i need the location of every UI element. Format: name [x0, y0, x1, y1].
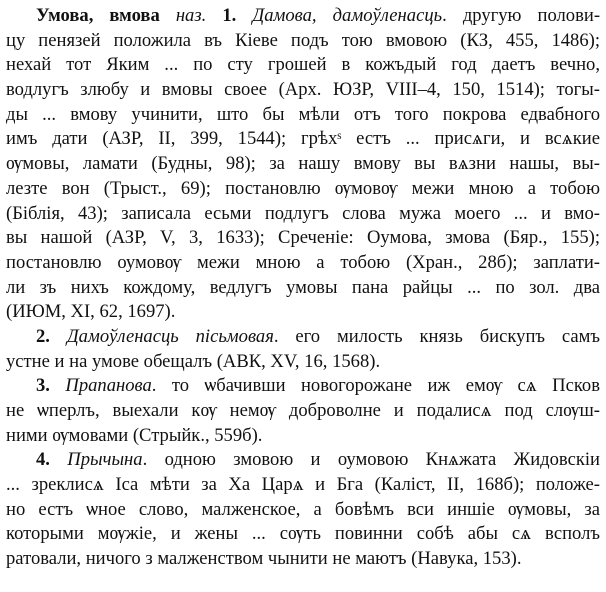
- bold-text: 4.: [36, 449, 50, 471]
- text-line: [6, 498, 600, 523]
- text-line: [6, 374, 600, 399]
- body-text: постановлю оумовѹ межи мною а тобою (Хран., 28б); заплати-: [6, 251, 600, 273]
- body-text: . одною змовою и оумовою Кнѧжата Жидовскіи: [142, 449, 600, 471]
- body-text: (ИЮМ, XI, 62, 1697).: [6, 301, 176, 323]
- body-text: ды ... вмову учинити, што бы мѣли отъ того покрова едвабного: [6, 103, 600, 125]
- text-line: [6, 226, 600, 251]
- body-text: ратовали, ничого з малженством чынити не маютъ (Навука, 153).: [6, 548, 522, 570]
- body-text: которыми мѹжіе, и жены ... сѹть повинни собѣ абы сѧ вcполъ: [6, 523, 600, 545]
- bold-text: 1.: [222, 5, 237, 26]
- bold-text: 3.: [36, 375, 50, 397]
- body-text: вы нашой (АЗР, V, 3, 1633); Среченіе: Оумова, змова (Бяр., 155);: [6, 227, 600, 249]
- body-text: (Біблія, 43); записала есьми подлугъ слова мужа моего ... и вмо-: [6, 202, 600, 224]
- text-line: [6, 448, 600, 473]
- text-line: [6, 473, 600, 498]
- text-line: [6, 251, 600, 276]
- text-line: [6, 53, 600, 78]
- body-text: имъ дати (АЗР, II, 399, 1544); грѣхˢ естъ ... присѧги, и всѧкие: [6, 128, 600, 150]
- body-text: ли зъ нихъ кождому, ведлугъ умовы пана райцы ... по зол. два: [6, 276, 600, 298]
- text-line: [6, 399, 600, 424]
- body-text: . его милость князь бискупъ самъ: [273, 325, 600, 347]
- text-line: [6, 522, 600, 547]
- italic-text: Прапанова: [65, 375, 152, 397]
- body-text: . другую полови-: [442, 5, 600, 26]
- text-line: [6, 300, 600, 325]
- body-text: но естъ ѡное слово, малженское, а бовѣмъ вси иншіе ѹмовы, за: [6, 498, 600, 520]
- body-text: [160, 5, 176, 26]
- body-text: ними ѹмовами (Стрыйк., 559б).: [6, 424, 263, 446]
- body-text: цу пенязей положила въ Кіеве подъ тою вмовою (КЗ, 455, 1486);: [6, 29, 600, 51]
- italic-text: Дамова, дамоўленасць: [252, 5, 443, 26]
- body-text: не ѡперлъ, выехали кѹ немѹ доброволне и подалисѧ под слѹш-: [6, 400, 600, 421]
- text-line: [6, 547, 600, 572]
- body-text: устне и на умове обещалъ (АВК, XV, 16, 1568).: [6, 350, 381, 372]
- text-line: [6, 127, 600, 152]
- text-line: [6, 350, 600, 375]
- body-text: [236, 5, 252, 26]
- text-line: [6, 152, 600, 177]
- text-line: [6, 424, 600, 449]
- body-text: лезте вон (Трыст., 69); постановлю ѹмовѹ межи мною а тобою: [6, 177, 600, 199]
- bold-text: 2.: [36, 325, 50, 347]
- body-text: ... зреклисѧ Іса мѣти за Ха Царѧ и Бга (Каліст, II, 168б); положе-: [6, 474, 600, 496]
- body-text: [50, 375, 65, 396]
- bold-text: Умова, вмова: [36, 5, 160, 26]
- body-text: ѹмовы, ламати (Будны, 98); за нашу вмову вы вѧзни нашы, вы-: [6, 153, 600, 175]
- text-line: [6, 103, 600, 128]
- text-line: [6, 276, 600, 301]
- body-text: [50, 326, 67, 347]
- italic-text: наз.: [175, 5, 207, 26]
- body-text: [206, 5, 222, 26]
- body-text: [50, 449, 67, 470]
- body-text: водлугъ злюбу и вмовы своее (Арх. ЮЗР, VIII–4, 150, 1514); тогы-: [6, 79, 600, 101]
- text-line: [6, 4, 600, 29]
- body-text: нехай тот Яким ... по сту грошей в кожъдый год даетъ вечно,: [6, 54, 600, 76]
- text-line: [6, 78, 600, 103]
- body-text: . то ѡбачивши новогорожане иж емѹ сѧ Псков: [151, 375, 600, 397]
- dictionary-entry-umova: [6, 4, 600, 572]
- italic-text: Прычына: [67, 449, 143, 471]
- text-line: [6, 177, 600, 202]
- text-line: [6, 325, 600, 350]
- text-line: [6, 29, 600, 54]
- text-line: [6, 202, 600, 227]
- italic-text: Дамоўленасць пісьмовая: [66, 325, 274, 347]
